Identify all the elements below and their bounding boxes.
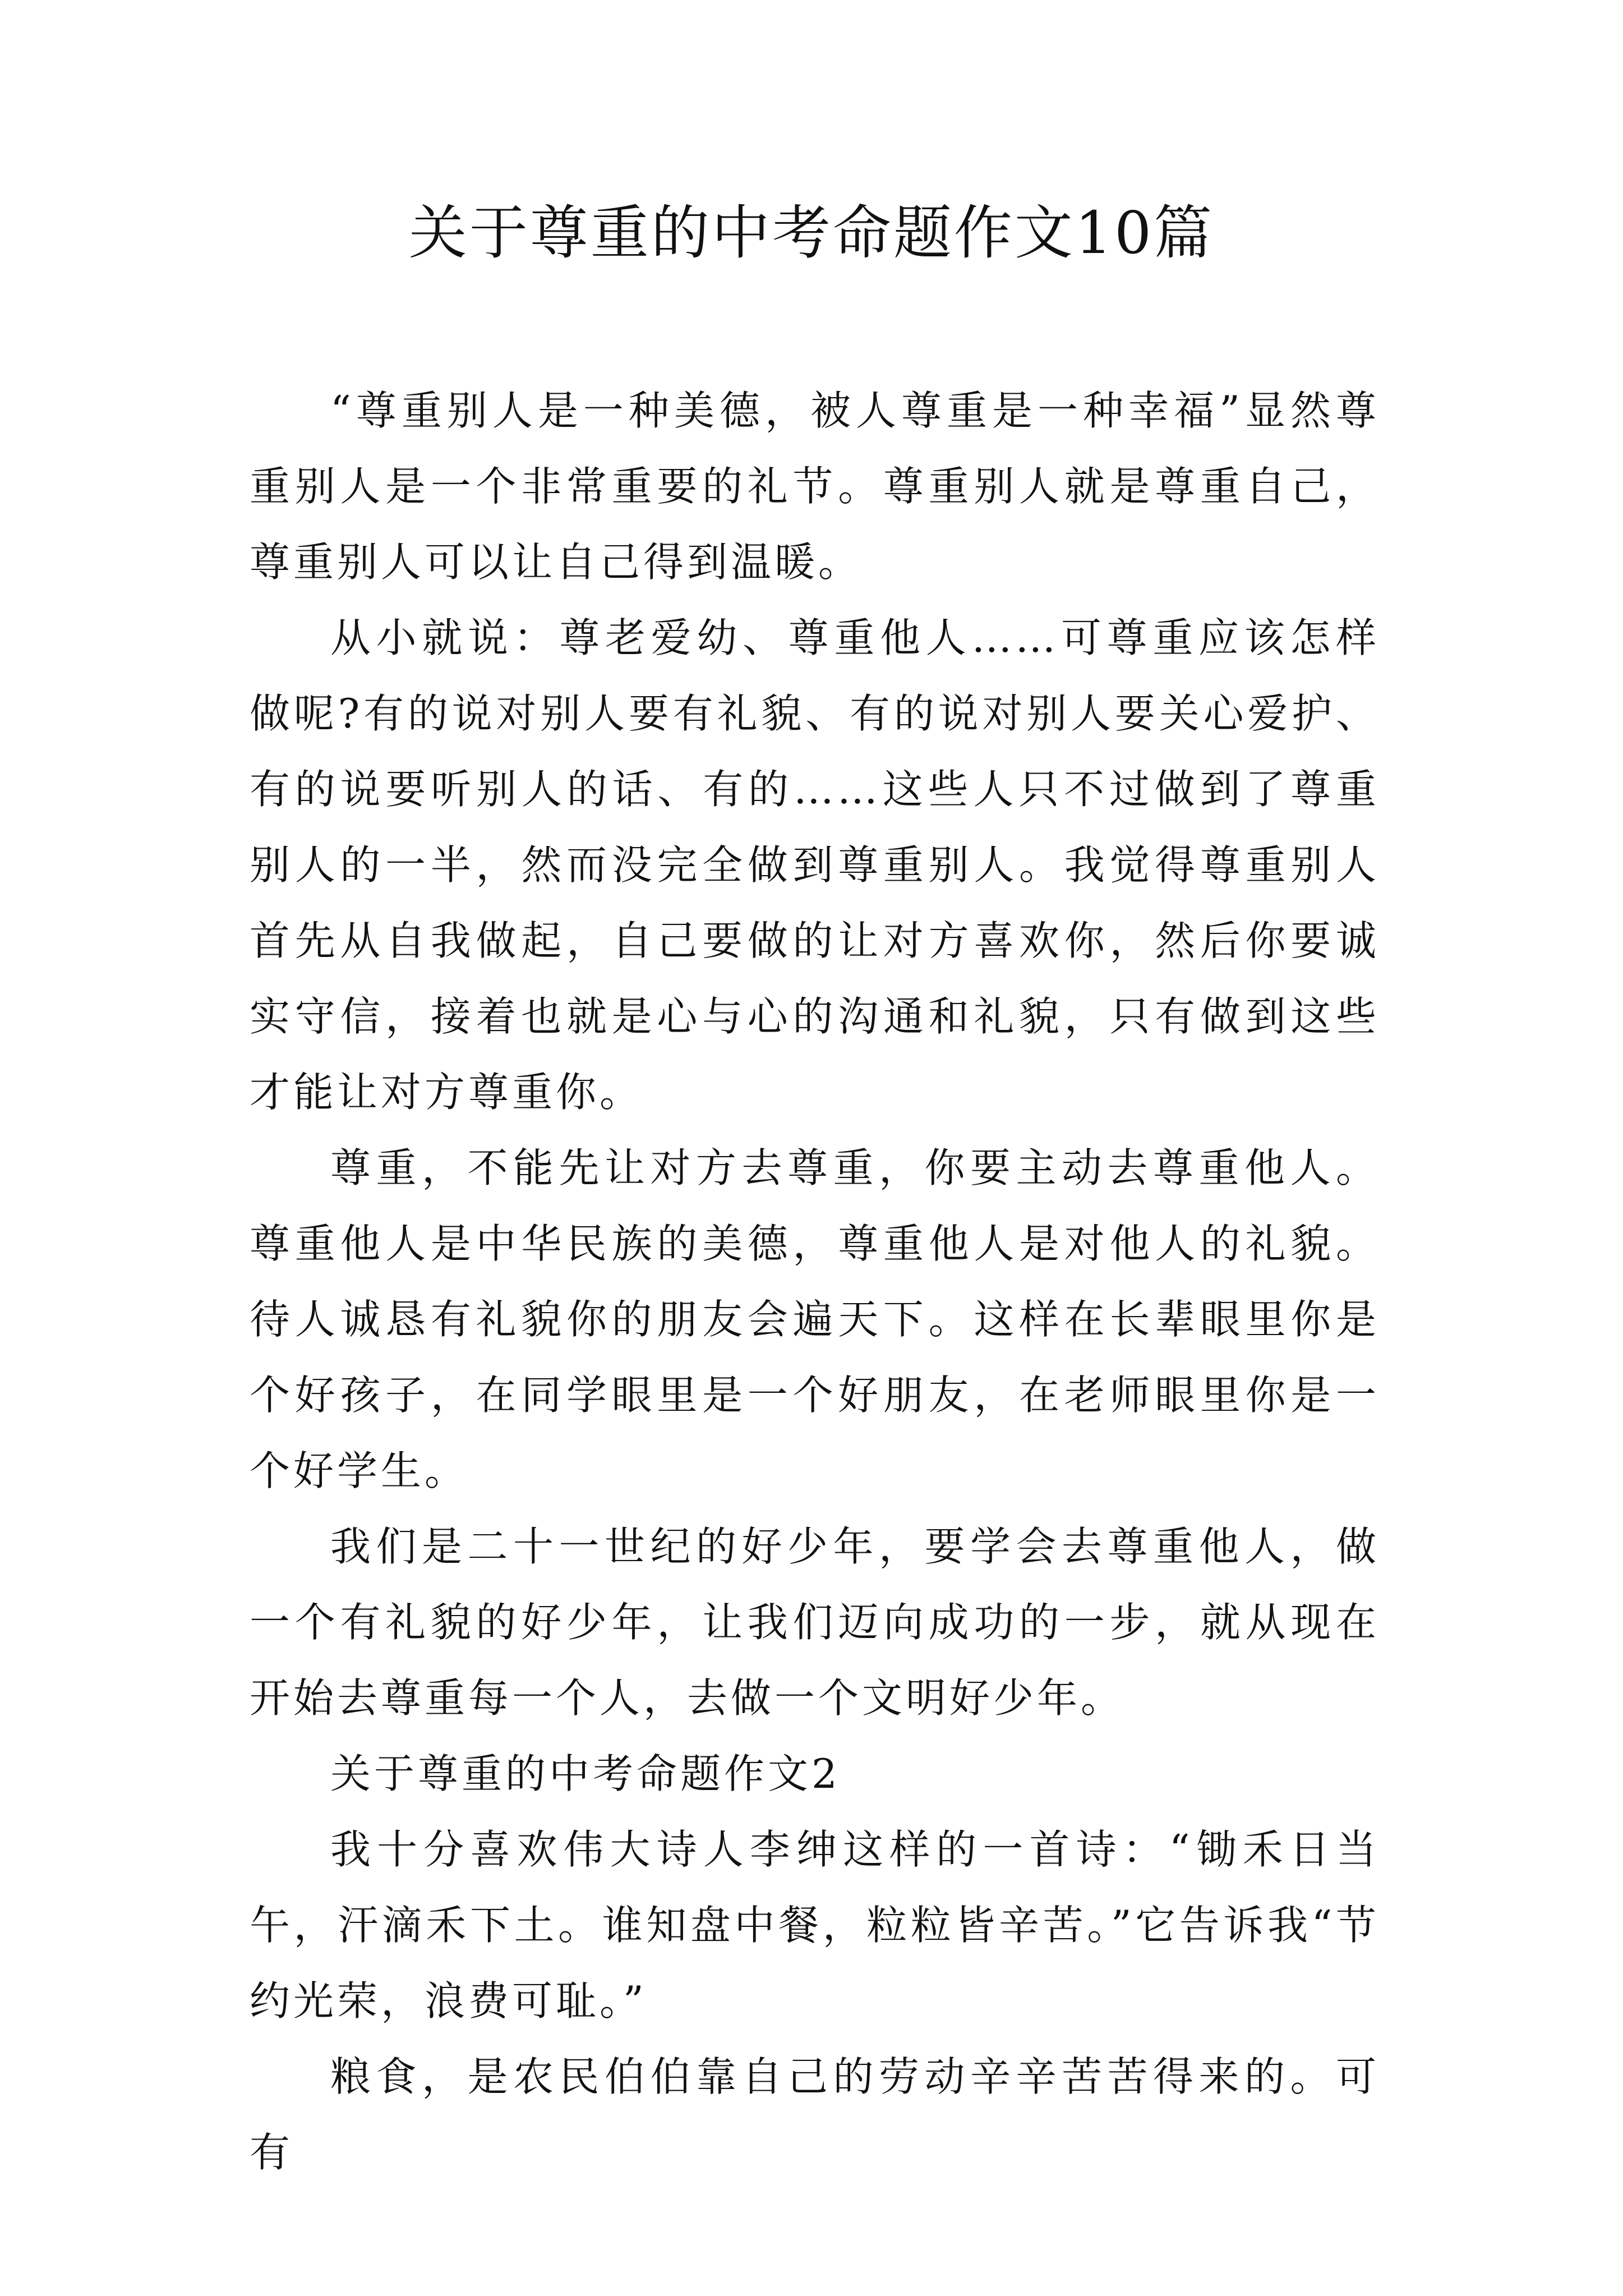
document-title: 关于尊重的中考命题作文10篇 (408, 199, 1215, 267)
paragraph: 尊重，不能先让对方去尊重，你要主动去尊重他人。尊重他人是中华民族的美德，尊重他人是对他人的礼貌。待人诚恳有礼貌你的朋友会遍天下。这样在长辈眼里你是个好孩子，在同学眼里是一个好朋友，在老师眼里你是一个好学生。 (250, 1144, 1380, 1494)
paragraph: 粮食，是农民伯伯靠自己的劳动辛辛苦苦得来的。可有 (250, 2053, 1380, 2176)
paragraph: 我十分喜欢伟大诗人李绅这样的一首诗：“锄禾日当午，汗滴禾下土。谁知盘中餐，粒粒皆辛苦。”它告诉我“节约光荣，浪费可耻。” (250, 1826, 1380, 2024)
paragraph: 我们是二十一世纪的好少年，要学会去尊重他人，做一个有礼貌的好少年，让我们迈向成功的一步，就从现在开始去尊重每一个人，去做一个文明好少年。 (250, 1523, 1380, 1722)
paragraph: 从小就说：尊老爱幼、尊重他人……可尊重应该怎样做呢?有的说对别人要有礼貌、有的说对别人要关心爱护、有的说要听别人的话、有的……这些人只不过做到了尊重别人的一半，然而没完全做到尊重别人。我觉得尊重别人首先从自我做起，自己要做的让对方喜欢你，然后你要诚实守信，接着也就是心与心的沟通和礼貌，只有做到这些才能让对方尊重你。 (250, 614, 1380, 1116)
section-heading: 关于尊重的中考命题作文2 (330, 1750, 841, 1797)
paragraph: “尊重别人是一种美德，被人尊重是一种幸福”显然尊重别人是一个非常重要的礼节。尊重别人就是尊重自己，尊重别人可以让自己得到温暖。 (250, 387, 1380, 586)
document-body (250, 373, 1380, 2191)
